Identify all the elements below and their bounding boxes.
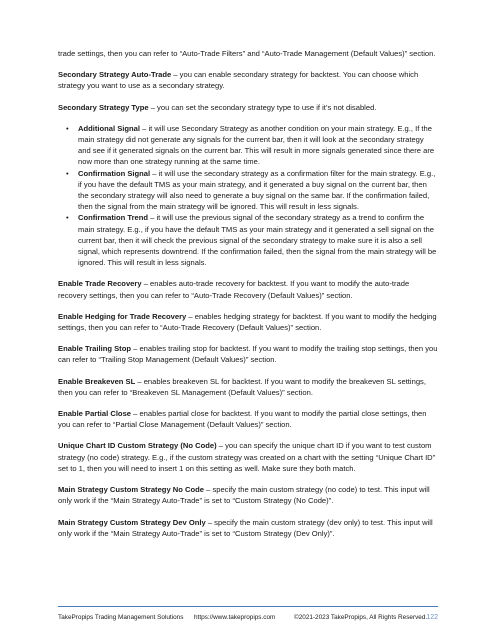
bullet-icon: •: [66, 213, 69, 223]
page-number: 122: [426, 614, 438, 621]
intro-paragraph: trade settings, then you can refer to “Auto-Trade Filters” and “Auto-Trade Management (Default Values)” section.: [58, 49, 436, 58]
breakeven-paragraph: Enable Breakeven SL – enables breakeven SL for backtest. If you want to modify the breakeven SL settings, then you can refer to “Breakeven SL Management (Default Values)” section.: [58, 376, 426, 397]
trailing-stop-paragraph: Enable Trailing Stop – enables trailing stop for backtest. If you want to modify the trailing stop settings, then you can refer to “Trailing Stop Management (Default Values)” section.: [58, 344, 438, 365]
hedging-paragraph: Enable Hedging for Trade Recovery – enables hedging strategy for backtest. If you want to modify the hedging settings, then you can refer to “Auto-Trade Recovery (Default Values)” section.: [58, 311, 437, 333]
term: Secondary Strategy Type: [58, 102, 149, 112]
footer-copyright: ©2021-2023 TakePropips, All Rights Reserved.: [294, 614, 428, 621]
bullet-icon: •: [66, 123, 69, 133]
trade-recovery-paragraph: Enable Trade Recovery – enables auto-trade recovery for backtest. If you want to modify the auto-trade recovery settings, then you can refer to “Auto-Trade Recovery (Default Values)” section.: [58, 279, 410, 300]
strategy-type-list: [58, 123, 438, 269]
list-item: • Confirmation Trend – it will use the previous signal of the secondary strategy as a trend to confirm the main strategy. E.g., if you have the default TMS as your main strategy and it generated a sell signal on the current bar, then it will check the previous signal of the secondary strategy to make sure it is also a sell signal, which represents downtrend. If the confirmation failed, then the signal from the main strategy will be ignored. This will result in less signals.: [66, 213, 437, 268]
partial-close-paragraph: Enable Partial Close – enables partial close for backtest. If you want to modify the partial close settings, then you can refer to “Partial Close Management (Default Values)” section.: [58, 409, 427, 430]
unique-chart-id-paragraph: Unique Chart ID Custom Strategy (No Code) – you can specify the unique chart ID if you want to test custom strategy (no code) strategy. E.g., if the custom strategy was created on a chart with the setting “Unique Chart ID” set to 1, then you will need to insert 1 on this setting as well. Make sure they both match.: [58, 441, 436, 473]
footer-url[interactable]: https://www.takepropips.com: [194, 614, 276, 621]
footer-company: TakePropips Trading Management Solutions: [58, 614, 184, 621]
secondary-auto-trade-paragraph: Secondary Strategy Auto-Trade – you can enable secondary strategy for backtest. You can choose which strategy you want to use as a secondary strategy.: [58, 70, 419, 91]
bullet-icon: •: [66, 168, 69, 178]
main-no-code-paragraph: Main Strategy Custom Strategy No Code – specify the main custom strategy (no code) to test. This input will only work if the “Main Strategy Auto-Trade” is set to “Custom Strategy (No Code)”.: [58, 485, 430, 506]
term: Secondary Strategy Auto-Trade: [58, 70, 172, 80]
document-body: [58, 48, 438, 549]
page-footer: [58, 606, 438, 621]
list-item: • Additional Signal – it will use Secondary Strategy as another condition on your main strategy. E.g., If the main strategy did not generate any signals for the current bar, then it will look at the secondary strategy and see if it generated signals on the current bar. This will result in more signals generated since there are now more than one strategy running at the same time.: [66, 123, 435, 167]
list-item: • Confirmation Signal – it will use the secondary strategy as a confirmation filter for the main strategy. E.g., if you have the default TMS as your main strategy, and it generated a buy signal on the current bar, then the secondary strategy will also need to generate a buy signal on the same bar. If the confirmation failed, then the signal from the main strategy will be ignored. This will result in less signals.: [66, 168, 436, 212]
secondary-type-paragraph: Secondary Strategy Type – you can set the secondary strategy type to use if it’s not disabled.: [58, 102, 377, 112]
main-dev-only-paragraph: Main Strategy Custom Strategy Dev Only – specify the main custom strategy (dev only) to test. This input will only work if the “Main Strategy Auto-Trade” is set to “Custom Strategy (Dev Only)”.: [58, 517, 433, 538]
